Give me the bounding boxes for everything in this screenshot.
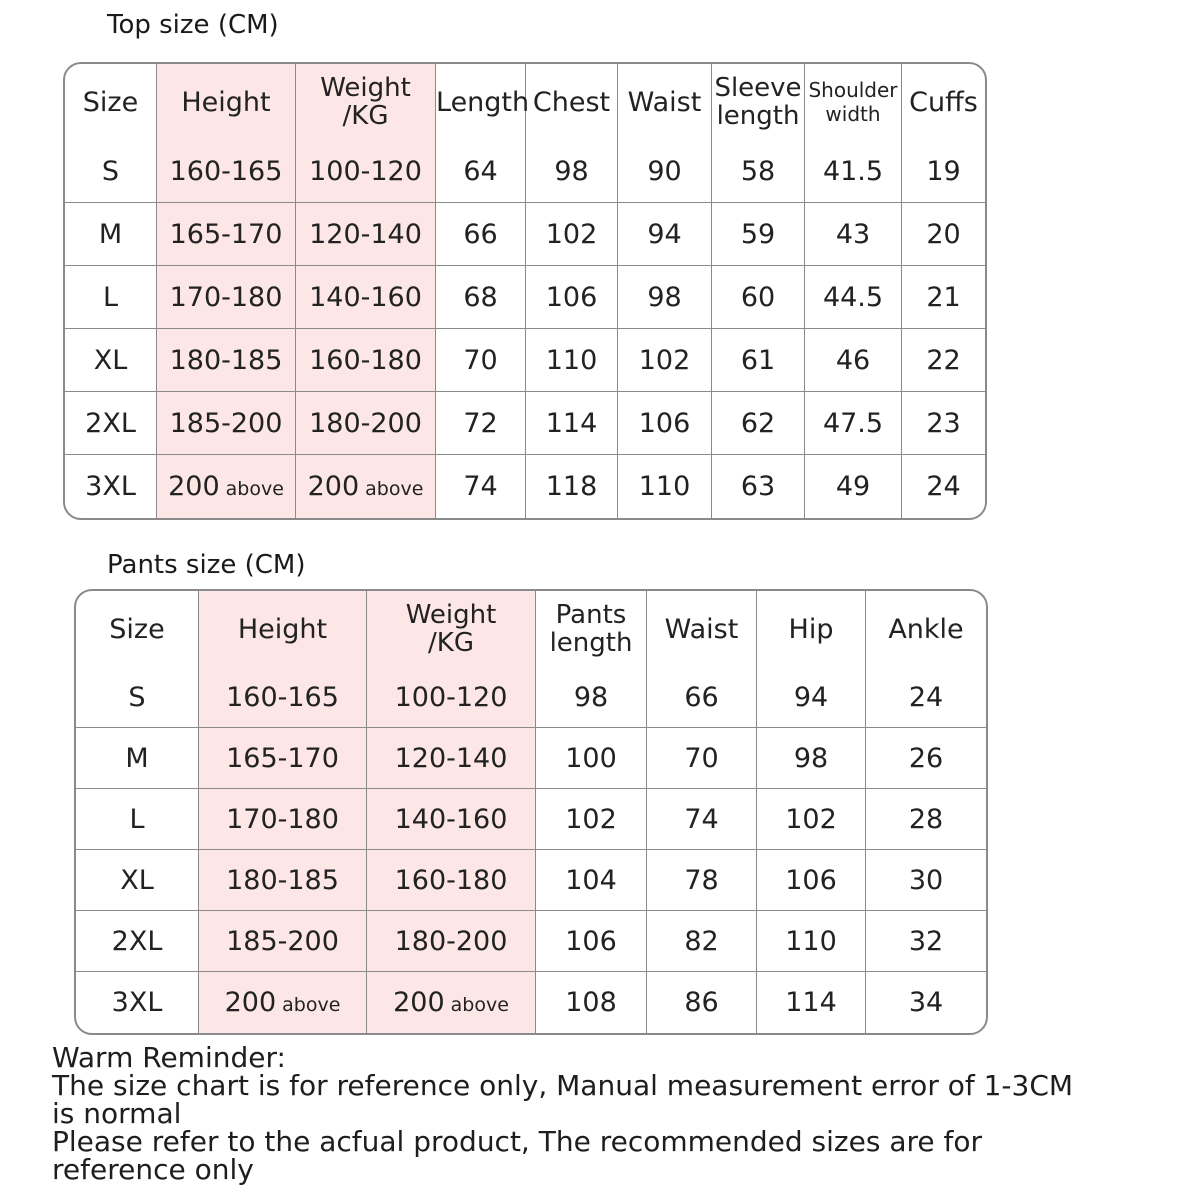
cell-shoulder: 49 bbox=[805, 455, 902, 518]
table-row bbox=[65, 203, 985, 266]
table-row bbox=[76, 850, 986, 911]
cell-size: L bbox=[76, 789, 199, 850]
cell-weight: 120-140 bbox=[367, 728, 536, 789]
cell-pants-length: 106 bbox=[536, 911, 647, 972]
cell-length: 74 bbox=[436, 455, 526, 518]
cell-size: S bbox=[65, 140, 157, 203]
cell-cuffs: 23 bbox=[902, 392, 985, 455]
cell-hip: 102 bbox=[757, 789, 866, 850]
cell-waist: 90 bbox=[618, 140, 712, 203]
cell-height: 170-180 bbox=[199, 789, 367, 850]
cell-weight-above: above bbox=[450, 994, 509, 1016]
header-height: Height bbox=[199, 591, 367, 667]
cell-size: L bbox=[65, 266, 157, 329]
cell-height bbox=[157, 455, 296, 518]
cell-hip: 106 bbox=[757, 850, 866, 911]
cell-height: 185-200 bbox=[157, 392, 296, 455]
warm-reminder bbox=[52, 1041, 1172, 1186]
pants-header-row bbox=[76, 591, 986, 667]
reminder-heading: Warm Reminder: bbox=[52, 1041, 286, 1074]
cell-height: 185-200 bbox=[199, 911, 367, 972]
cell-waist: 70 bbox=[647, 728, 757, 789]
cell-shoulder: 43 bbox=[805, 203, 902, 266]
cell-height: 180-185 bbox=[157, 329, 296, 392]
table-row bbox=[65, 392, 985, 455]
table-row bbox=[65, 455, 985, 518]
cell-waist: 78 bbox=[647, 850, 757, 911]
header-waist: Waist bbox=[647, 591, 757, 667]
cell-chest: 106 bbox=[526, 266, 618, 329]
cell-size: 2XL bbox=[76, 911, 199, 972]
cell-shoulder: 44.5 bbox=[805, 266, 902, 329]
table-row bbox=[76, 667, 986, 728]
cell-weight-above: above bbox=[365, 478, 424, 500]
cell-waist: 98 bbox=[618, 266, 712, 329]
header-shoulder-line2: width bbox=[825, 102, 881, 126]
header-weight bbox=[367, 591, 536, 667]
cell-waist: 106 bbox=[618, 392, 712, 455]
header-waist: Waist bbox=[618, 64, 712, 140]
cell-size: 3XL bbox=[76, 972, 199, 1033]
cell-length: 66 bbox=[436, 203, 526, 266]
header-sleeve-line1: Sleeve bbox=[714, 73, 802, 103]
cell-height: 180-185 bbox=[199, 850, 367, 911]
cell-ankle: 26 bbox=[866, 728, 986, 789]
header-length: Length bbox=[436, 64, 526, 140]
cell-shoulder: 46 bbox=[805, 329, 902, 392]
cell-weight: 160-180 bbox=[296, 329, 436, 392]
cell-waist: 66 bbox=[647, 667, 757, 728]
cell-ankle: 32 bbox=[866, 911, 986, 972]
header-shoulder-width bbox=[805, 64, 902, 140]
cell-pants-length: 108 bbox=[536, 972, 647, 1033]
top-size-table bbox=[63, 62, 987, 520]
cell-hip: 114 bbox=[757, 972, 866, 1033]
cell-size: S bbox=[76, 667, 199, 728]
cell-chest: 110 bbox=[526, 329, 618, 392]
cell-sleeve: 63 bbox=[712, 455, 805, 518]
cell-size: 3XL bbox=[65, 455, 157, 518]
cell-chest: 118 bbox=[526, 455, 618, 518]
cell-shoulder: 47.5 bbox=[805, 392, 902, 455]
table-row bbox=[76, 972, 986, 1033]
top-header-row bbox=[65, 64, 985, 140]
cell-height: 170-180 bbox=[157, 266, 296, 329]
header-size: Size bbox=[76, 591, 199, 667]
header-weight-line1: Weight bbox=[320, 73, 411, 103]
header-weight-line1: Weight bbox=[405, 600, 497, 630]
cell-weight: 180-200 bbox=[367, 911, 536, 972]
cell-hip: 110 bbox=[757, 911, 866, 972]
cell-weight bbox=[367, 972, 536, 1033]
header-shoulder-line1: Shoulder bbox=[808, 78, 898, 102]
cell-length: 68 bbox=[436, 266, 526, 329]
cell-ankle: 28 bbox=[866, 789, 986, 850]
cell-pants-length: 100 bbox=[536, 728, 647, 789]
cell-waist: 82 bbox=[647, 911, 757, 972]
cell-hip: 94 bbox=[757, 667, 866, 728]
cell-height-above: above bbox=[282, 994, 341, 1016]
cell-cuffs: 24 bbox=[926, 471, 961, 502]
header-weight-line2: /KG bbox=[428, 628, 474, 658]
cell-weight bbox=[296, 455, 436, 518]
cell-size: M bbox=[76, 728, 199, 789]
cell-pants-length: 98 bbox=[536, 667, 647, 728]
cell-height: 165-170 bbox=[199, 728, 367, 789]
cell-weight-number: 200 bbox=[307, 471, 360, 502]
header-pants-line2: length bbox=[549, 628, 633, 658]
cell-cuffs: 22 bbox=[902, 329, 985, 392]
cell-height: 160-165 bbox=[157, 140, 296, 203]
header-size: Size bbox=[65, 64, 157, 140]
cell-hip: 98 bbox=[757, 728, 866, 789]
header-pants-length bbox=[536, 591, 647, 667]
pants-size-table bbox=[74, 589, 988, 1035]
cell-chest: 98 bbox=[526, 140, 618, 203]
cell-waist: 74 bbox=[647, 789, 757, 850]
table-row bbox=[65, 266, 985, 329]
reminder-line-1: The size chart is for reference only, Manual measurement error of 1-3CM bbox=[52, 1069, 1074, 1102]
header-sleeve-length bbox=[712, 64, 805, 140]
cell-height-above: above bbox=[225, 478, 284, 500]
cell-length: 72 bbox=[436, 392, 526, 455]
cell-height-number: 200 bbox=[224, 987, 277, 1018]
cell-sleeve: 61 bbox=[712, 329, 805, 392]
cell-cuffs: 21 bbox=[902, 266, 985, 329]
header-ankle: Ankle bbox=[888, 613, 964, 645]
table-row bbox=[65, 140, 985, 203]
top-size-title: Top size (CM) bbox=[107, 10, 279, 40]
cell-chest: 114 bbox=[526, 392, 618, 455]
cell-size: XL bbox=[76, 850, 199, 911]
reminder-line-4: reference only bbox=[52, 1153, 254, 1186]
cell-sleeve: 62 bbox=[712, 392, 805, 455]
header-weight-line2: /KG bbox=[342, 101, 389, 131]
cell-ankle: 24 bbox=[866, 667, 986, 728]
header-weight bbox=[296, 64, 436, 140]
cell-pants-length: 104 bbox=[536, 850, 647, 911]
cell-shoulder: 41.5 bbox=[805, 140, 902, 203]
cell-waist: 102 bbox=[618, 329, 712, 392]
cell-cuffs: 19 bbox=[902, 140, 985, 203]
header-pants-line1: Pants bbox=[555, 600, 627, 630]
cell-waist: 86 bbox=[647, 972, 757, 1033]
cell-height: 165-170 bbox=[157, 203, 296, 266]
cell-height-number: 200 bbox=[168, 471, 220, 502]
reminder-line-2: is normal bbox=[52, 1097, 182, 1130]
cell-sleeve: 58 bbox=[712, 140, 805, 203]
cell-weight: 140-160 bbox=[367, 789, 536, 850]
header-cuffs: Cuffs bbox=[909, 86, 978, 118]
header-sleeve-line2: length bbox=[716, 101, 800, 131]
cell-size: XL bbox=[65, 329, 157, 392]
cell-height bbox=[199, 972, 367, 1033]
cell-height: 160-165 bbox=[199, 667, 367, 728]
cell-weight: 100-120 bbox=[367, 667, 536, 728]
table-row bbox=[76, 728, 986, 789]
cell-sleeve: 60 bbox=[712, 266, 805, 329]
cell-sleeve: 59 bbox=[712, 203, 805, 266]
cell-length: 64 bbox=[436, 140, 526, 203]
table-row bbox=[76, 789, 986, 850]
cell-ankle: 30 bbox=[866, 850, 986, 911]
table-row bbox=[65, 329, 985, 392]
cell-weight: 120-140 bbox=[296, 203, 436, 266]
cell-weight: 140-160 bbox=[296, 266, 436, 329]
cell-weight-number: 200 bbox=[393, 987, 445, 1018]
header-height: Height bbox=[157, 64, 296, 140]
cell-length: 70 bbox=[436, 329, 526, 392]
cell-waist: 110 bbox=[618, 455, 712, 518]
pants-size-title: Pants size (CM) bbox=[107, 550, 306, 580]
header-hip: Hip bbox=[757, 591, 866, 667]
cell-waist: 94 bbox=[618, 203, 712, 266]
reminder-line-3: Please refer to the acfual product, The recommended sizes are for bbox=[52, 1125, 983, 1158]
cell-weight: 180-200 bbox=[296, 392, 436, 455]
cell-ankle: 34 bbox=[908, 987, 944, 1018]
cell-size: M bbox=[65, 203, 157, 266]
cell-pants-length: 102 bbox=[536, 789, 647, 850]
header-chest: Chest bbox=[526, 64, 618, 140]
table-row bbox=[76, 911, 986, 972]
cell-weight: 100-120 bbox=[296, 140, 436, 203]
cell-weight: 160-180 bbox=[367, 850, 536, 911]
cell-cuffs: 20 bbox=[902, 203, 985, 266]
cell-chest: 102 bbox=[526, 203, 618, 266]
cell-size: 2XL bbox=[65, 392, 157, 455]
